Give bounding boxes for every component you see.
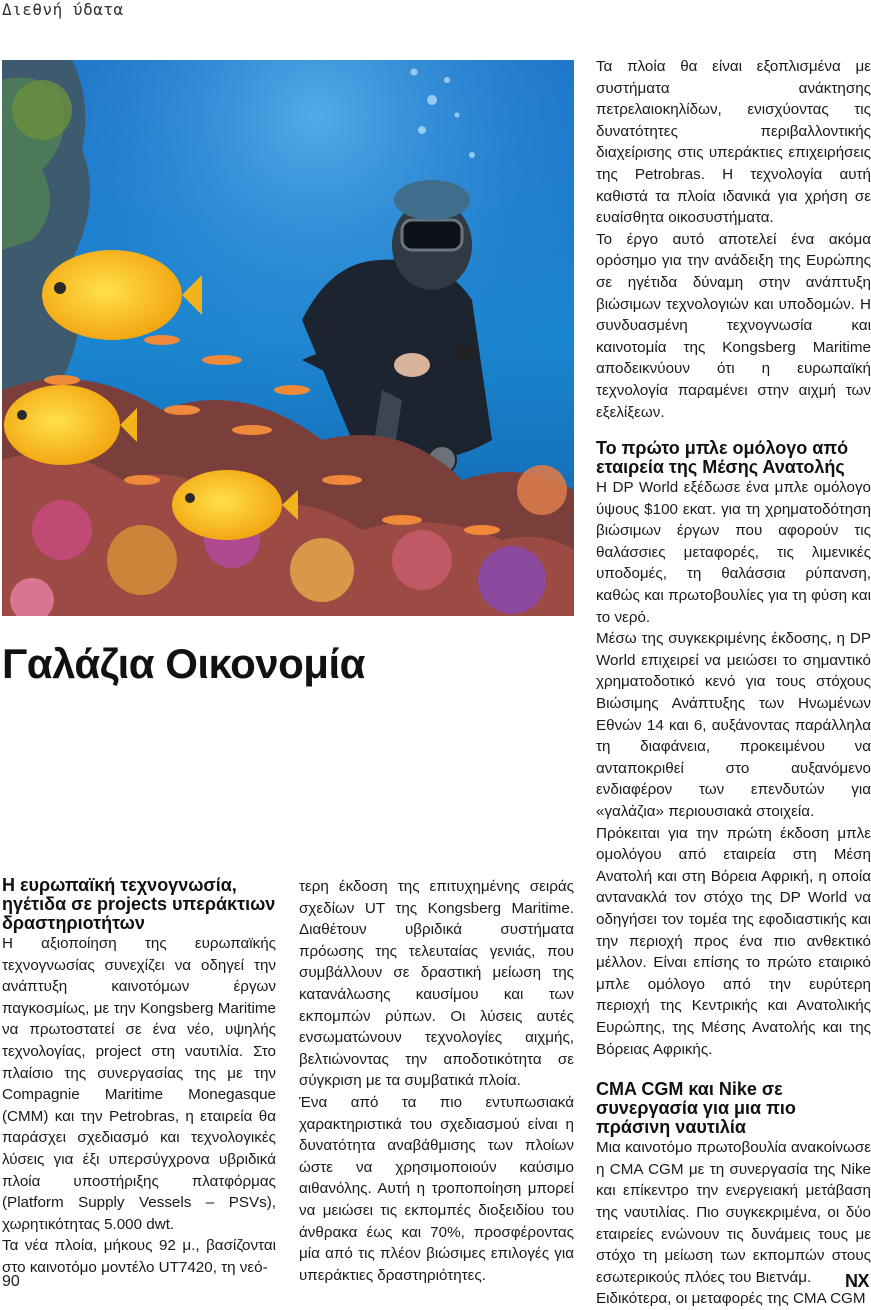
paragraph: Μέσω της συγκεκριμένης έκδοσης, η DP World επιχειρεί να μειώσει το σημαντικό χρηματοδοτικό κενό για τους στόχους Βιώσιμης Ανάπτυξης των Ηνωμένων Εθνών 14 και 6, αυξάνοντας παράλληλα τη διαφάνεια, προκειμένου να ανταποκριθεί στο αυξανόμενο ενδιαφέρον των επενδυτών για «γαλάζια» περιουσιακά στοιχεία. <box>596 630 871 820</box>
column-left <box>2 876 276 1279</box>
paragraph: Τα νέα πλοία, μήκους 92 μ., βασίζονται στο καινοτόμο μοντέλο UT7420, τη νεό- <box>2 1237 276 1276</box>
paragraph: Πρόκειται για την πρώτη έκδοση μπλε ομολόγου από εταιρεία στη Μέση Ανατολή και στη Βόρεια Αφρική, η οποία αντανακλά τον στόχο της DP World να οδηγήσει τον τομέα της εφοδιαστικής και την περιοχή προς ένα πιο ανθεκτικό μέλλον. Είναι επίσης το πρώτο εταιρικό μπλε ομόλογο από την ευρύτερη περιοχή της Κεντρικής και Ανατολικής Ευρώπης, της Μέσης Ανατολής και της Βόρειας Αφρικής. <box>596 824 871 1058</box>
paragraph: Η DP World εξέδωσε ένα μπλε ομόλογο ύψους $100 εκατ. για τη χρηματοδότηση βιώσιμων έργων που αφορούν τις θαλάσσιες μεταφορές, τις λιμενικές υποδομές, τη θαλάσσια ρύπανση, καθώς και πρωτοβουλίες για τη φύση και το νερό. <box>596 479 871 626</box>
paragraph: Το έργο αυτό αποτελεί ένα ακόμα ορόσημο για την ανάδειξη της Ευρώπης σε ηγέτιδα δύναμη στην ανάπτυξη βιώσιμων τεχνολογιών και υποδομών. Η συνδυασμένη τεχνογνωσία και καινοτομία της Kongsberg Maritime αποδεικνύουν ότι η ευρωπαϊκή τεχνολογία παραμένει στην αιχμή των εξελίξεων. <box>596 230 871 421</box>
heading-dp-world: Το πρώτο μπλε ομόλογο από εταιρεία της Μέσης Ανατολής <box>596 438 849 478</box>
heading-kongsberg: Η ευρωπαϊκή τεχνογνωσία, ηγέτιδα σε projects υπεράκτιων δραστηριοτήτων <box>2 875 276 933</box>
paragraph: Η αξιοποίηση της ευρωπαϊκής τεχνογνωσίας συνεχίζει να οδηγεί την ανάπτυξη καινοτόμων έργων παγκοσμίως, με την Kongsberg Maritime να πρωτοστατεί σε ένα νέο, υψηλής τεχνολογίας, project στη ναυτιλία. Στο πλαίσιο της συνεργασίας της με την Compagnie Maritime Monegasque (CMM) και την Petrobras, η εταιρεία θα παράσχει σχεδιασμό και τεχνολογικές λύσεις για έξι υπερσύγχρονα υβριδικά πλοία υποστήριξης πλατφόρμας (Platform Supply Vessels – PSVs), χωρητικότητας 5.000 dwt. <box>2 935 276 1233</box>
section-label: Διεθνή ύδατα <box>2 0 124 19</box>
column-middle <box>299 876 574 1286</box>
paragraph: Μια καινοτόμο πρωτοβουλία ανακοίνωσε η CMA CGM με τη συνεργασία της Nike και επίκεντρο την ενεργειακή μετάβαση της ναυτιλίας. Πιο συγκεκριμένα, οι δύο εταιρείες ενώνουν τις δυνάμεις τους με στόχο τη μείωση των εκπομπών στους εσωτερικούς πλόες του Βιετνάμ. <box>596 1139 871 1286</box>
article-title: Γαλάζια Οικονομία <box>2 640 365 687</box>
paragraph: Ένα από τα πιο εντυπωσιακά χαρακτηριστικά του σχεδιασμού είναι η δυνατότητα αναβάθμισης των πλοίων ώστε να χρησιμοποιούν καύσιμο αιθανόλης. Αυτή η τροποποίηση μπορεί να μειώσει τις εκπομπές διοξειδίου του άνθρακα έως και 70%, προσφέροντας μία από τις πλέον βιώσιμες επιλογές για υπεράκτιες δραστηριότητες. <box>299 1093 574 1284</box>
paragraph: τερη έκδοση της επιτυχημένης σειράς σχεδίων UT της Kongsberg Maritime. Διαθέτουν υβριδικά συστήματα πρόωσης της τελευταίας γενιάς, που συμβάλλουν σε δραστική μείωση της κατανάλωσης καυσίμου και των εκπομπών ρύπων. Οι λύσεις αυτές ενσωματώνουν τεχνολογίες αιχμής, βελτιώνοντας την αποδοτικότητα σε σύγκριση με τα συμβατικά πλοία. <box>299 878 574 1090</box>
coral-reef-diver-image <box>2 60 574 616</box>
magazine-logo: NX <box>844 1271 869 1291</box>
page-number: 90 <box>2 1273 20 1290</box>
column-right <box>596 56 871 1310</box>
paragraph: Τα πλοία θα είναι εξοπλισμένα με συστήματα ανάκτησης πετρελαιοκηλίδων, ενισχύοντας τις δυνατότητες περιβαλλοντικής διαχείρισης στις υπεράκτιες επιχειρήσεις της Petrobras. Η τεχνολογία αυτή καθιστά τα πλοία ιδανικά για χρήση σε ευαίσθητα οικοσυστήματα. <box>596 58 871 227</box>
heading-cma-cgm-nike: CMA CGM και Nike σε συνεργασία για μια πιο πράσινη ναυτιλία <box>596 1079 796 1138</box>
paragraph: Ειδικότερα, οι μεταφορές της CMA CGM <box>596 1290 866 1308</box>
article-photo <box>2 60 574 616</box>
